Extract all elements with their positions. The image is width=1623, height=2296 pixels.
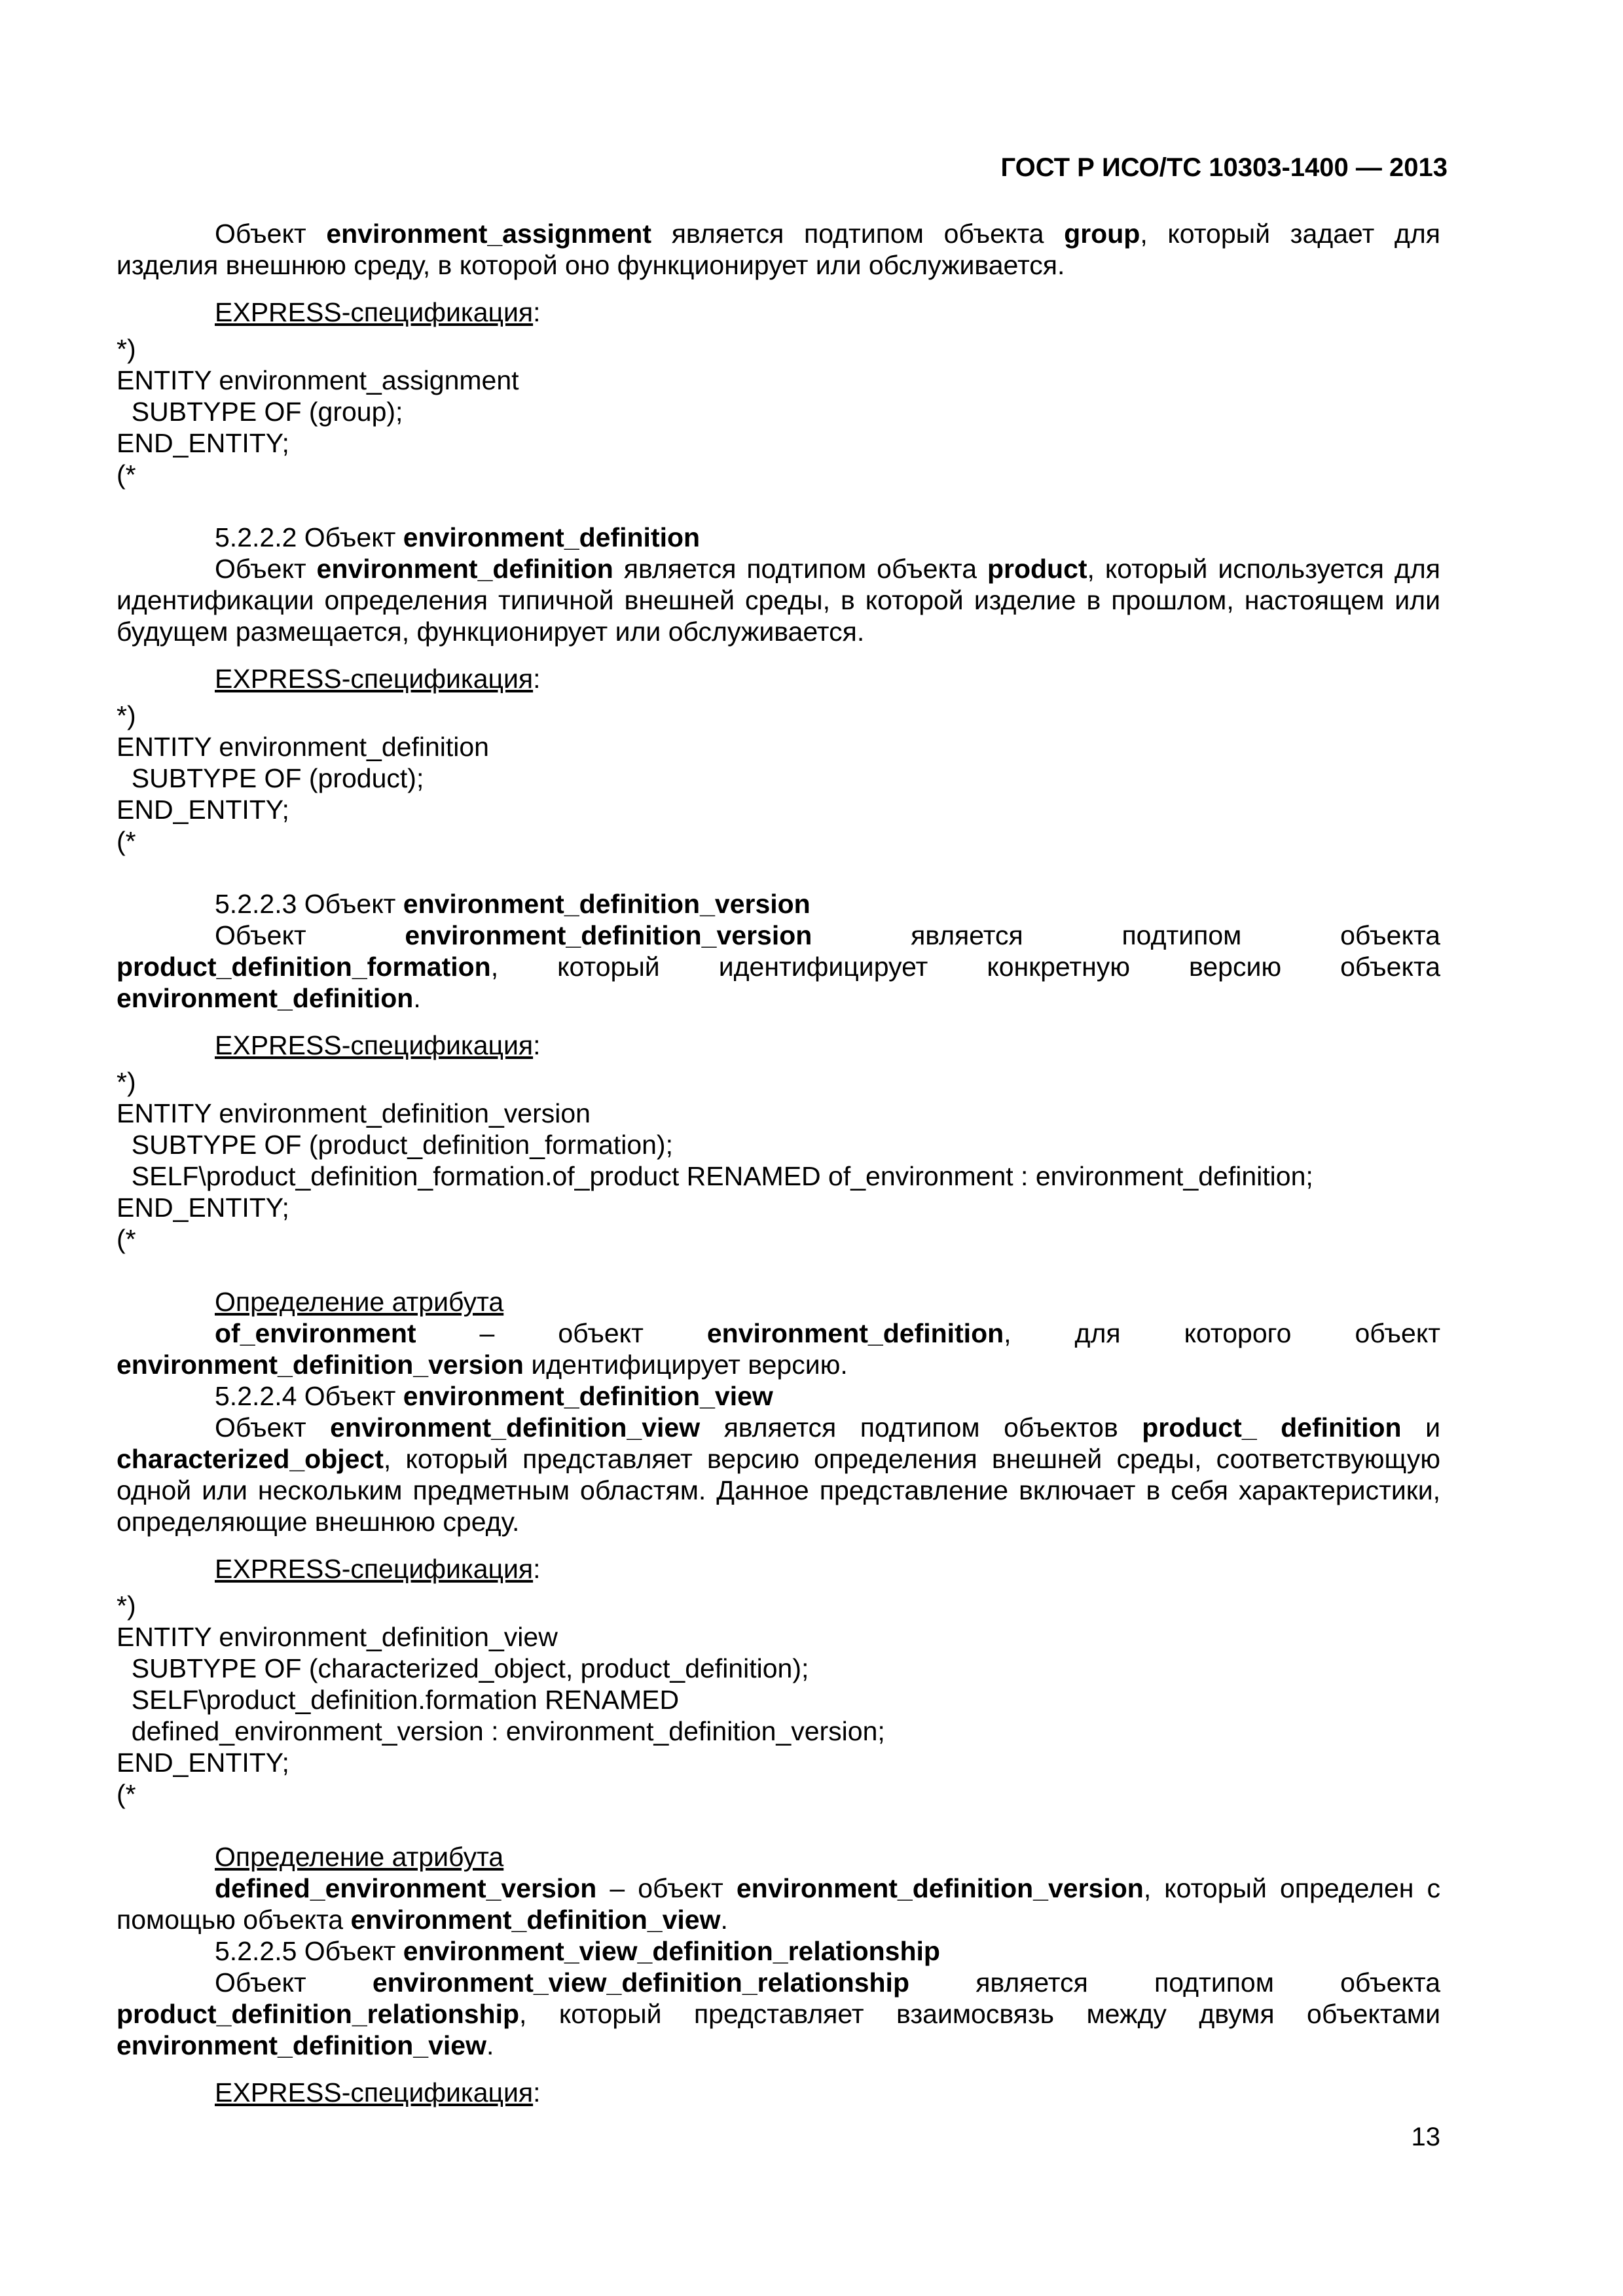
entity-name: environment_view_definition_relationship — [372, 1967, 909, 1998]
text: идентифицирует версию. — [523, 1350, 848, 1380]
code-line: (* — [117, 1779, 136, 1809]
entity-name: environment_definition_version — [117, 1350, 524, 1380]
section-number: 5.2.2.5 Объект — [215, 1936, 403, 1966]
section-number: 5.2.2.4 Объект — [215, 1381, 403, 1411]
express-spec-label: EXPRESS-спецификация: — [215, 1554, 541, 1584]
code-line: SUBTYPE OF (characterized_object, product_definition); — [117, 1653, 809, 1683]
attribute-definition-paragraph — [117, 1873, 1440, 1935]
text: , который представляет версию определения внешней среды, соответствующую одной или нескольким предметным областям. Данное представление включает в себя характеристики, определяющие внешнюю среду. — [117, 1444, 1440, 1537]
entity-name: environment_definition_view — [330, 1412, 701, 1443]
code-line: SUBTYPE OF (product_definition_formation); — [117, 1130, 673, 1160]
code-block-4 — [117, 1590, 1440, 1810]
entity-name: environment_definition — [316, 554, 613, 584]
code-line: END_ENTITY; — [117, 428, 289, 458]
text: , который задает для изделия внешнюю среду, в которой оно функционирует или обслуживается. — [117, 219, 1440, 280]
code-line: *) — [117, 700, 136, 730]
entity-name: environment_definition — [706, 1318, 1004, 1348]
spec-label-text: EXPRESS-спецификация — [215, 1030, 534, 1060]
section-title: environment_definition — [403, 522, 701, 552]
text: является подтипом объектов — [700, 1412, 1142, 1443]
express-spec-label: EXPRESS-спецификация: — [215, 664, 541, 694]
code-line: SELF\product_definition.formation RENAMED — [117, 1685, 680, 1715]
text: , для которого объект — [1004, 1318, 1440, 1348]
entity-name: environment_assignment — [326, 219, 651, 249]
code-line: (* — [117, 1224, 136, 1254]
text: является подтипом объекта — [613, 554, 987, 584]
spec-label-text: EXPRESS-спецификация — [215, 664, 534, 694]
code-line: *) — [117, 334, 136, 364]
code-line: ENTITY environment_definition_view — [117, 1622, 558, 1652]
attribute-definition-label — [117, 1286, 1440, 1318]
text: , который используется для идентификации определения типичной внешней среды, в которой изделие в прошлом, настоящем или будущем размещается, функционирует или обслуживается. — [117, 554, 1440, 647]
text: , который определен с помощью объекта — [117, 1873, 1440, 1935]
text: Объект — [215, 219, 327, 249]
code-line: *) — [117, 1067, 136, 1097]
text: , который идентифицирует конкретную версию объекта — [490, 952, 1440, 982]
text: , который представляет взаимосвязь между двумя объектами — [519, 1999, 1440, 2029]
entity-name: product_ definition — [1142, 1412, 1402, 1443]
spec-label-text: EXPRESS-спецификация — [215, 1554, 534, 1584]
text: Объект — [215, 1967, 373, 1998]
section-5-2-2-4-heading — [117, 1380, 1440, 1412]
code-line: END_ENTITY; — [117, 1193, 289, 1223]
entity-name: group — [1064, 219, 1140, 249]
attr-label-text: Определение атрибута — [215, 1842, 504, 1872]
express-spec-label: EXPRESS-спецификация: — [215, 2077, 541, 2108]
attribute-name: defined_environment_version — [215, 1873, 597, 1903]
attribute-definition-label — [117, 1841, 1440, 1873]
section-title: environment_definition_version — [403, 889, 811, 919]
code-line: (* — [117, 459, 136, 490]
code-line: SUBTYPE OF (group); — [117, 397, 403, 427]
entity-name: environment_definition_version — [736, 1873, 1144, 1903]
express-spec-label: EXPRESS-спецификация: — [215, 297, 541, 327]
page-number: 13 — [1411, 2123, 1440, 2151]
entity-name: product — [987, 554, 1087, 584]
text: и — [1401, 1412, 1440, 1443]
text: – объект — [416, 1318, 707, 1348]
entity-name: environment_definition_view — [350, 1905, 721, 1935]
section-title: environment_definition_view — [403, 1381, 773, 1411]
code-line: END_ENTITY; — [117, 795, 289, 825]
section-5-2-2-4-paragraph — [117, 1412, 1440, 1537]
text: является подтипом объекта — [909, 1967, 1440, 1998]
code-line: (* — [117, 826, 136, 856]
entity-name: characterized_object — [117, 1444, 384, 1474]
entity-name: environment_definition — [117, 983, 414, 1013]
section-5-2-2-2-heading — [117, 522, 1440, 553]
text: . — [720, 1905, 728, 1935]
code-block-2 — [117, 700, 1440, 857]
section-number: 5.2.2.3 Объект — [215, 889, 403, 919]
section-5-2-2-5-paragraph — [117, 1967, 1440, 2061]
text: – объект — [596, 1873, 737, 1903]
text: Объект — [215, 920, 405, 950]
entity-name: environment_definition_version — [405, 920, 812, 950]
attr-label-text: Определение атрибута — [215, 1287, 504, 1317]
section-title: environment_view_definition_relationship — [403, 1936, 940, 1966]
section-5-2-2-5-heading — [117, 1935, 1440, 1967]
text: является подтипом объекта — [651, 219, 1065, 249]
text: Объект — [215, 554, 317, 584]
code-line: END_ENTITY; — [117, 1748, 289, 1778]
entity-name: product_definition_relationship — [117, 1999, 520, 2029]
attribute-definition-paragraph — [117, 1318, 1440, 1380]
section-5-2-2-3-paragraph — [117, 920, 1440, 1014]
express-spec-label: EXPRESS-спецификация: — [215, 1030, 541, 1060]
text: . — [413, 983, 421, 1013]
document-body — [117, 218, 1440, 2113]
code-line: SELF\product_definition_formation.of_product RENAMED of_environment : environment_definition; — [117, 1161, 1313, 1191]
code-line: *) — [117, 1590, 136, 1621]
attribute-name: of_environment — [215, 1318, 416, 1348]
section-number: 5.2.2.2 Объект — [215, 522, 403, 552]
code-block-1 — [117, 333, 1440, 490]
section-5-2-2-3-heading — [117, 888, 1440, 920]
code-line: ENTITY environment_definition — [117, 732, 489, 762]
code-line: defined_environment_version : environment_definition_version; — [117, 1716, 885, 1746]
spec-label-text: EXPRESS-спецификация — [215, 2077, 534, 2108]
code-block-3 — [117, 1066, 1440, 1255]
intro-paragraph — [117, 218, 1440, 281]
code-line: SUBTYPE OF (product); — [117, 763, 424, 793]
text: . — [486, 2030, 494, 2060]
text: Объект — [215, 1412, 331, 1443]
section-5-2-2-2-paragraph — [117, 553, 1440, 647]
code-line: ENTITY environment_definition_version — [117, 1098, 591, 1128]
entity-name: product_definition_formation — [117, 952, 491, 982]
code-line: ENTITY environment_assignment — [117, 365, 519, 395]
document-header: ГОСТ Р ИСО/ТС 10303-1400 — 2013 — [1000, 153, 1448, 182]
entity-name: environment_definition_view — [117, 2030, 486, 2060]
spec-label-text: EXPRESS-спецификация — [215, 297, 534, 327]
text: является подтипом объекта — [812, 920, 1440, 950]
